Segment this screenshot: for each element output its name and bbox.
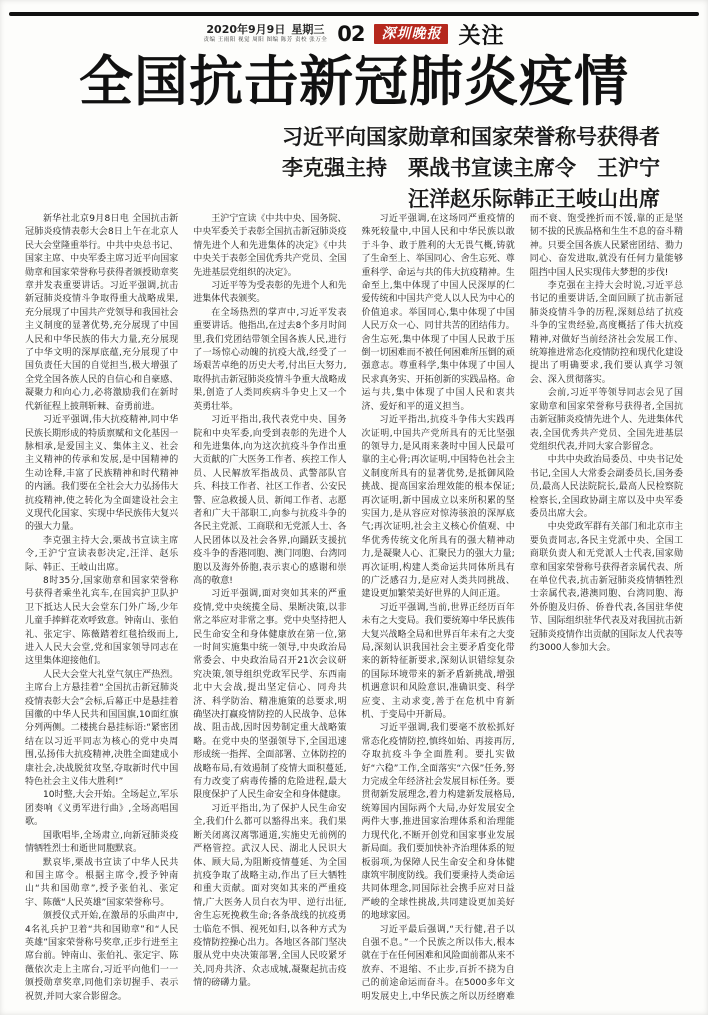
section-label: 关注: [458, 23, 505, 49]
page-header: [0, 20, 708, 48]
sub-headline-3: 汪洋赵乐际韩正王岐山出席: [408, 187, 660, 211]
sub-headlines: [48, 122, 660, 215]
top-rule: [9, 12, 699, 16]
article-paragraph: 国歌唱毕,全场肃立,向新冠肺炎疫情牺牲烈士和逝世同胞默哀。: [25, 830, 179, 855]
article-body: [25, 213, 683, 1007]
weekday: 星期三: [291, 23, 325, 37]
date: 2020年9月9日: [206, 23, 286, 37]
article-paragraph: 习近平强调,在这场同严重疫情的殊死较量中,中国人民和中华民族以敢于斗争、敢于胜利的大无畏气概,铸就了生命至上、举国同心、舍生忘死、尊重科学、命运与共的伟大抗疫精神。生命至上,集中体现了中国人民深厚的仁爱传统和中国共产党人以人民为中心的价值追求。举国同心,集中体现了中国人民万众一心、同甘共苦的团结伟力。舍生忘死,集中体现了中国人民敢于压倒一切困难而不被任何困难所压倒的顽强意志。尊重科学,集中体现了中国人民求真务实、开拓创新的实践品格。命运与共,集中体现了中国人民和衷共济、爱好和平的道义担当。: [361, 214, 515, 412]
article-paragraph: 会前,习近平等领导同志会见了国家勋章和国家荣誉称号获得者,全国抗击新冠肺炎疫情先进个人、先进集体代表,全国优秀共产党员、全国先进基层党组织代表,并同大家合影留念。: [529, 388, 683, 452]
article-paragraph: 习近平指出,抗疫斗争伟大实践再次证明,中国共产党所具有的无比坚强的领导力,是风雨来袭时中国人民最可靠的主心骨;再次证明,中国特色社会主义制度所具有的显著优势,是抵御风险挑战、提高国家治理效能的根本保证;再次证明,新中国成立以来所积累的坚实国力,是从容应对惊涛骇浪的深厚底气;再次证明,社会主义核心价值观、中华优秀传统文化所具有的强大精神动力,是凝聚人心、汇聚民力的强大力量;再次证明,构建人类命运共同体所具有的广泛感召力,是应对人类共同挑战、建设更加繁荣美好世界的人间正道。: [361, 415, 515, 600]
article-paragraph: 默哀毕,栗战书宣读了中华人民共和国主席令。根据主席令,授予钟南山“共和国勋章”,授予张伯礼、张定宇、陈薇“人民英雄”国家荣誉称号。: [25, 857, 179, 908]
article-paragraph: 王沪宁宣读《中共中央、国务院、中央军委关于表彰全国抗击新冠肺炎疫情先进个人和先进集体的决定》《中共中央关于表彰全国优秀共产党员、全国先进基层党组织的决定》。: [193, 214, 347, 278]
article-paragraph: 习近平最后强调,“天行健,君子以自强不息。”一个民族之所以伟大,根本就在于在任何困难和风险面前都从来不放弃、不退缩、不止步,百折不挠为自己的前途命运而奋斗。在5000多年文明发展史上,中华民族之所以历经磨难而不衰、饱受挫折而不馁,靠的正是坚韧不拔的民族品格和生生不息的奋斗精神。只要全国各族人民紧密团结、勠力同心、奋发进取,就没有任何力量能够阻挡中国人民实现伟大梦想的步伐!: [361, 214, 683, 1002]
article-paragraph: 习近平强调,我们要毫不放松抓好常态化疫情防控,慎终如始、再接再厉,夺取抗疫斗争全面胜利。要扎实做好“六稳”工作,全面落实“六保”任务,努力完成全年经济社会发展目标任务。要贯彻新发展理念,着力构建新发展格局,统筹国内国际两个大局,办好发展安全两件大事,推进国家治理体系和治理能力现代化,不断开创党和国家事业发展新局面。我们要加快补齐治理体系的短板弱项,为保障人民生命安全和身体健康筑牢制度防线。我们要秉持人类命运共同体理念,同国际社会携手应对日益严峻的全球性挑战,共同建设更加美好的地球家园。: [361, 723, 515, 922]
article-paragraph: 颁授仪式开始,在激昂的乐曲声中,4名礼兵护卫着“共和国勋章”和“人民英雄”国家荣誉称号奖章,正步行进至主席台前。钟南山、张伯礼、张定宇、陈薇依次走上主席台,习近平向他们一一颁授勋章奖章,同他们亲切握手、表示祝贺,并同大家合影留念。: [25, 911, 179, 1002]
article-paragraph: 人民大会堂大礼堂气氛庄严热烈。主席台上方悬挂着“全国抗击新冠肺炎疫情表彰大会”会标,后幕正中是悬挂着国徽的中华人民共和国国旗,10面红旗分列两侧。二楼挑台悬挂标语:“紧密团结在以习近平同志为核心的党中央周围,弘扬伟大抗疫精神,决胜全面建成小康社会,决战脱贫攻坚,夺取新时代中国特色社会主义伟大胜利!”: [25, 669, 179, 788]
article-paragraph: 在全场热烈的掌声中,习近平发表重要讲话。他指出,在过去8个多月时间里,我们党团结带领全国各族人民,进行了一场惊心动魄的抗疫大战,经受了一场艰苦卓绝的历史大考,付出巨大努力,取得抗击新冠肺炎疫情斗争重大战略成果,创造了人类同疾病斗争史上又一个英勇壮举。: [193, 307, 347, 412]
article-paragraph: 新华社北京9月8日电 全国抗击新冠肺炎疫情表彰大会8日上午在北京人民大会堂隆重举行。中共中央总书记、国家主席、中央军委主席习近平向国家勋章和国家荣誉称号获得者颁授勋章奖章并发表重要讲话。习近平强调,抗击新冠肺炎疫情斗争取得重大战略成果,充分展现了中国共产党领导和我国社会主义制度的显著优势,充分展现了中国人民和中华民族的伟大力量,充分展现了中华文明的深厚底蕴,充分展现了中国负责任大国的自觉担当,极大增强了全党全国各族人民的自信心和自豪感、凝聚力和向心力,必将激励我们在新时代新征程上披荆斩棘、奋勇前进。: [25, 214, 179, 412]
article-paragraph: 中共中央政治局委员、中央书记处书记,全国人大常委会副委员长,国务委员,最高人民法院院长,最高人民检察院检察长,全国政协副主席以及中央军委委员出席大会。: [529, 455, 683, 519]
masthead-logo: 深圳晚报: [374, 24, 448, 44]
article-paragraph: 习近平指出,我代表党中央、国务院和中央军委,向受到表彰的先进个人和先进集体,向为这次抗疫斗争作出重大贡献的广大医务工作者、疾控工作人员、人民解放军指战员、武警部队官兵、科技工作者、社区工作者、公安民警、应急救援人员、新闻工作者、志愿者和广大干部职工,向参与抗疫斗争的各民主党派、工商联和无党派人士、各人民团体以及社会各界,向踊跃支援抗疫斗争的香港同胞、澳门同胞、台湾同胞以及海外侨胞,表示衷心的感谢和崇高的敬意!: [193, 415, 347, 586]
page-number: 02: [337, 22, 365, 46]
article-paragraph: 习近平等为受表彰的先进个人和先进集体代表颁奖。: [193, 281, 347, 305]
date-line: [204, 24, 328, 36]
sub-headline-1: 习近平向国家勋章和国家荣誉称号获得者: [282, 125, 660, 149]
article-paragraph: 习近平指出,为了保护人民生命安全,我们什么都可以豁得出来。我们果断关闭离汉离鄂通道,实施史无前例的严格管控。武汉人民、湖北人民识大体、顾大局,为阻断疫情蔓延、为全国抗疫争取了战略主动,作出了巨大牺牲和重大贡献。面对突如其来的严重疫情,广大医务人员白衣为甲、逆行出征,舍生忘死挽救生命;各条战线的抗疫勇士临危不惧、视死如归,以各种方式为疫情防控操心出力。各地区各部门坚决服从党中央决策部署,全国人民咬紧牙关,同舟共济、众志成城,凝聚起抗击疫情的磅礴力量。: [193, 803, 347, 989]
article-paragraph: 10时整,大会开始。全场起立,军乐团奏响《义勇军进行曲》,全场高唱国歌。: [25, 790, 179, 828]
article-paragraph: 李克强主持大会,栗战书宣读主席令,王沪宁宣读表彰决定,汪洋、赵乐际、韩正、王岐山出席。: [25, 535, 179, 573]
main-headline: 全国抗击新冠肺炎疫情: [79, 50, 629, 113]
date-block: [204, 24, 328, 43]
article-paragraph: 习近平强调,伟大抗疫精神,同中华民族长期形成的特质禀赋和文化基因一脉相承,是爱国主义、集体主义、社会主义精神的传承和发展,是中国精神的生动诠释,丰富了民族精神和时代精神的内涵。我们要在全社会大力弘扬伟大抗疫精神,使之转化为全面建设社会主义现代化国家、实现中华民族伟大复兴的强大力量。: [25, 415, 179, 533]
article-paragraph: 习近平强调,当前,世界正经历百年未有之大变局。我们要统筹中华民族伟大复兴战略全局和世界百年未有之大变局,深刻认识我国社会主要矛盾变化带来的新特征新要求,深刻认识错综复杂的国际环境带来的新矛盾新挑战,增强机遇意识和风险意识,准确识变、科学应变、主动求变,善于在危机中育新机、于变局中开新局。: [361, 602, 515, 721]
article-paragraph: 习近平强调,面对突如其来的严重疫情,党中央统揽全局、果断决策,以非常之举应对非常之事。党中央坚持把人民生命安全和身体健康放在第一位,第一时间实施集中统一领导,中央政治局常委会、中央政治局召开21次会议研究决策,领导组织党政军民学、东西南北中大会战,提出坚定信心、同舟共济、科学防治、精准施策的总要求,明确坚决打赢疫情防控的人民战争、总体战、阻击战,因时因势制定重大战略策略。在党中央的坚强领导下,全国迅速形成统一指挥、全面部署、立体防控的战略布局,有效遏制了疫情大面积蔓延,有力改变了病毒传播的危险进程,最大限度保护了人民生命安全和身体健康。: [193, 589, 347, 801]
article-paragraph: 8时35分,国家勋章和国家荣誉称号获得者乘坐礼宾车,在国宾护卫队护卫下抵达人民大会堂东门外广场,少年儿童手捧鲜花欢呼致意。钟南山、张伯礼、张定宇、陈薇踏着红毯拾级而上,进入人民大会堂,党和国家领导同志在这里集体迎接他们。: [25, 575, 179, 667]
article-paragraph: 李克强在主持大会时说,习近平总书记的重要讲话,全面回顾了抗击新冠肺炎疫情斗争的历程,深刻总结了抗疫斗争的宝贵经验,高度概括了伟大抗疫精神,对做好当前经济社会发展工作、统筹推进常态化疫情防控和现代化建设提出了明确要求,我们要认真学习领会、深入贯彻落实。: [529, 281, 683, 385]
editor-credits: 责编 王雨阳 视觉 周阳 图编 陈芳 责校 张万全: [203, 36, 328, 43]
article-paragraph: 中央党政军群有关部门和北京市主要负责同志,各民主党派中央、全国工商联负责人和无党派人士代表,国家勋章和国家荣誉称号获得者亲属代表、所在单位代表,抗击新冠肺炎疫情牺牲烈士亲属代表,港澳同胞、台湾同胞、海外侨胞及归侨、侨眷代表,各国驻华使节、国际组织驻华代表及对我国抗击新冠肺炎疫情作出贡献的国际友人代表等约3000人参加大会。: [529, 522, 683, 653]
sub-headline-2: 李克强主持 栗战书宣读主席令 王沪宁: [282, 156, 660, 180]
